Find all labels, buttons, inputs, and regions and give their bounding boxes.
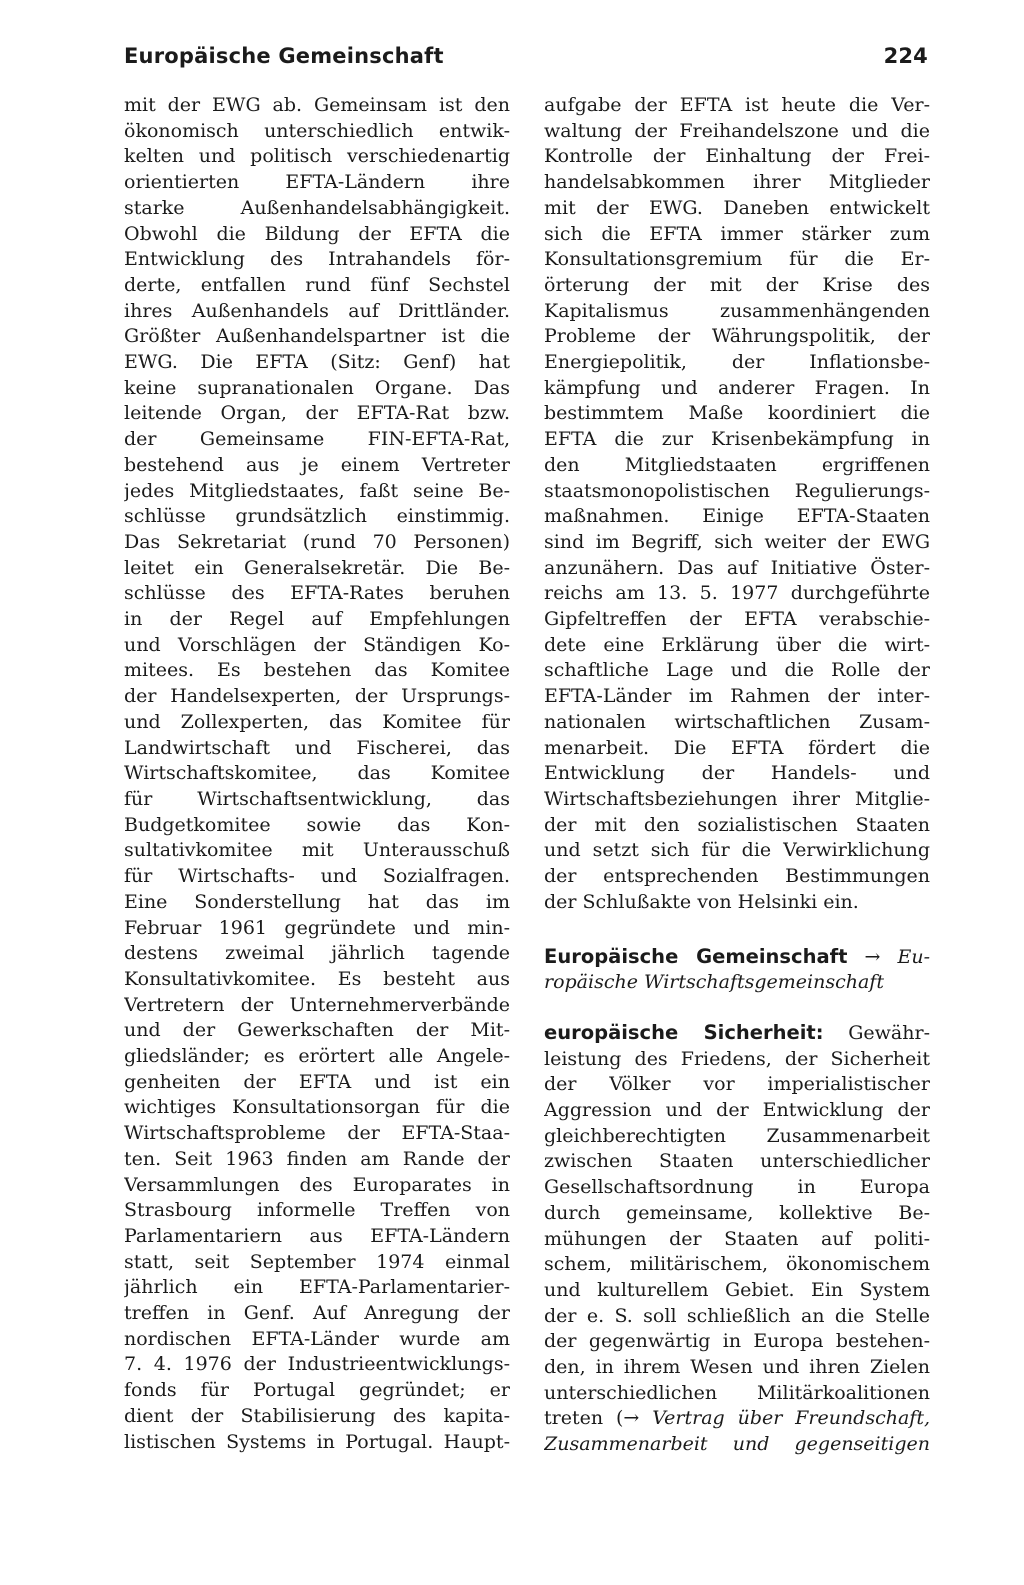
running-head-title: Europäische Gemeinschaft	[124, 44, 444, 68]
text-line: ihres Außenhandels auf Drittländer.	[124, 299, 510, 322]
text-line: der mit den sozialistischen Staaten	[544, 813, 930, 836]
text-line: Eine Sonderstellung hat das im	[124, 890, 510, 913]
text-line: Aggression und der Entwicklung der	[544, 1099, 930, 1122]
text-line: EFTA die zur Krisenbekämpfung in	[544, 428, 930, 451]
text-line: anzunähern. Das auf Initiative Öster-	[544, 556, 930, 579]
text-line: und kulturellem Gebiet. Ein System	[544, 1278, 930, 1301]
text-line: Budgetkomitee sowie das Kon-	[124, 813, 510, 836]
text-line: der Völker vor imperialistischer	[544, 1073, 930, 1096]
efta-entry-continuation	[544, 93, 930, 916]
text-line: zwischen Staaten unterschiedlicher	[544, 1150, 930, 1173]
cross-reference-link-continued[interactable]: Zusammenarbeit und gegenseitigen	[544, 1433, 930, 1456]
text-line: Das Sekretariat (rund 70 Personen)	[124, 530, 510, 553]
text-line: Entwicklung des Intrahandels för-	[124, 248, 510, 271]
text-line: fonds für Portugal gegründet; er	[124, 1379, 510, 1402]
text-line: kelten und politisch verschiedenartig	[124, 145, 510, 168]
text-line: und der Gewerkschaften der Mit-	[124, 1019, 510, 1042]
text-line: treffen in Genf. Auf Anregung der	[124, 1302, 510, 1325]
text-line: Konsultationsgremium für die Er-	[544, 248, 930, 271]
text-line: sind im Begriff, sich weiter der EWG	[544, 530, 930, 553]
text-line: maßnahmen. Einige EFTA-Staaten	[544, 505, 930, 528]
text-line: Gipfeltreffen der EFTA verabschie-	[544, 608, 930, 631]
text-line: Konsultativkomitee. Es besteht aus	[124, 967, 510, 990]
text-line: leitet ein Generalsekretär. Die Be-	[124, 556, 510, 579]
text-line: dient der Stabilisierung des kapita-	[124, 1404, 510, 1427]
text-line: dete eine Erklärung über die wirt-	[544, 633, 930, 656]
entry-europaeische-sicherheit	[544, 1020, 930, 1458]
text-line: leitende Organ, der EFTA-Rat bzw.	[124, 402, 510, 425]
headword-europaeische-sicherheit: europäische Sicherheit:	[544, 1020, 824, 1044]
text-line: statt, seit September 1974 einmal	[124, 1250, 510, 1273]
definition-text	[544, 1047, 930, 1407]
text-line: Entwicklung der Handels- und	[544, 762, 930, 785]
text-line: gleichberechtigten Zusammenarbeit	[544, 1124, 930, 1147]
text-line: schaftliche Lage und die Rolle der	[544, 659, 930, 682]
text-line: Gesellschaftsordnung in Europa	[544, 1176, 930, 1199]
text-line: schlüsse des EFTA-Rates beruhen	[124, 582, 510, 605]
text-line: und Vorschlägen der Ständigen Ko-	[124, 633, 510, 656]
text-line: nordischen EFTA-Länder wurde am	[124, 1327, 510, 1350]
text-line: staatsmonopolistischen Regulierungs-	[544, 479, 930, 502]
text-line: 7. 4. 1976 der Industrieentwicklungs-	[124, 1353, 510, 1376]
headword-europaeische-gemeinschaft: Europäische Gemeinschaft	[544, 944, 848, 968]
text-line: EFTA-Länder im Rahmen der inter-	[544, 685, 930, 708]
text-line: leistung des Friedens, der Sicherheit	[544, 1047, 930, 1070]
text-line: Probleme der Währungspolitik, der	[544, 325, 930, 348]
left-column	[124, 93, 510, 1455]
text-line: der e. S. soll schließlich an die Stelle	[544, 1304, 930, 1327]
text-line: Februar 1961 gegründete und min-	[124, 916, 510, 939]
text-line: keine supranationalen Organe. Das	[124, 376, 510, 399]
definition-first-word: Gewähr-	[848, 1021, 930, 1044]
text-line: Strasbourg informelle Treffen von	[124, 1199, 510, 1222]
text-line: bestehend aus je einem Vertreter	[124, 453, 510, 476]
text-line: mit der EWG ab. Gemeinsam ist den	[124, 94, 510, 116]
cross-reference-link[interactable]: Eu-	[897, 945, 930, 968]
text-line: Parlamentariern aus EFTA-Ländern	[124, 1224, 510, 1247]
text-line: Wirtschaftsprobleme der EFTA-Staa-	[124, 1122, 510, 1145]
text-line: kämpfung und anderer Fragen. In	[544, 376, 930, 399]
text-line: ten. Seit 1963 finden am Rande der	[124, 1147, 510, 1170]
text-line: durch gemeinsame, kollektive Be-	[544, 1201, 930, 1224]
cross-reference-arrow-icon: →	[864, 945, 881, 968]
text-line: Obwohl die Bildung der EFTA die	[124, 222, 510, 245]
text-line: wichtiges Konsultationsorgan für die	[124, 1096, 510, 1119]
text-line: den, in ihrem Wesen und ihren Zielen	[544, 1356, 930, 1379]
entry-europaeische-gemeinschaft	[544, 944, 930, 996]
text-line: sich die EFTA immer stärker zum	[544, 222, 930, 245]
text-line: für Wirtschaftsentwicklung, das	[124, 787, 510, 810]
text-line: derte, entfallen rund fünf Sechstel	[124, 273, 510, 296]
cross-reference-intro: treten (	[544, 1407, 624, 1430]
text-line: in der Regel auf Empfehlungen	[124, 608, 510, 631]
text-line: Energiepolitik, der Inflationsbe-	[544, 351, 930, 374]
text-line: Versammlungen des Europarates in	[124, 1173, 510, 1196]
text-line: gliedsländer; es erörtert alle Angele-	[124, 1045, 510, 1068]
page-number: 224	[883, 44, 928, 68]
text-line: waltung der Freihandelszone und die	[544, 119, 930, 142]
entry-spacer	[544, 996, 930, 1020]
text-line: aufgabe der EFTA ist heute die Ver-	[544, 94, 930, 116]
text-line: örterung der mit der Krise des	[544, 273, 930, 296]
text-line: Landwirtschaft und Fischerei, das	[124, 736, 510, 759]
text-line: Größter Außenhandelspartner ist die	[124, 325, 510, 348]
text-line: der Gemeinsame FIN-EFTA-Rat,	[124, 428, 510, 451]
text-line: mühungen der Staaten auf politi-	[544, 1227, 930, 1250]
text-line: und setzt sich für die Verwirklichung	[544, 839, 930, 862]
text-line: nationalen wirtschaftlichen Zusam-	[544, 710, 930, 733]
text-line: genheiten der EFTA und ist ein	[124, 1070, 510, 1093]
text-line: schlüsse grundsätzlich einstimmig.	[124, 505, 510, 528]
text-line: der Handelsexperten, der Ursprungs-	[124, 685, 510, 708]
text-line: ökonomisch unterschiedlich entwik-	[124, 119, 510, 142]
cross-reference-arrow-icon: →	[623, 1407, 640, 1430]
text-line: Vertretern der Unternehmerverbände	[124, 993, 510, 1016]
text-line: handelsabkommen ihrer Mitglieder	[544, 171, 930, 194]
text-line: Wirtschaftskomitee, das Komitee	[124, 762, 510, 785]
text-line: jedes Mitgliedstaates, faßt seine Be-	[124, 479, 510, 502]
text-line: sultativkomitee mit Unterausschuß	[124, 839, 510, 862]
text-line: Kontrolle der Einhaltung der Frei-	[544, 145, 930, 168]
right-column	[544, 93, 930, 1458]
text-line: menarbeit. Die EFTA fördert die	[544, 736, 930, 759]
text-line: reichs am 13. 5. 1977 durchgeführte	[544, 582, 930, 605]
text-line: EWG. Die EFTA (Sitz: Genf) hat	[124, 351, 510, 374]
text-line: Kapitalismus zusammenhängenden	[544, 299, 930, 322]
text-line: mitees. Es bestehen das Komitee	[124, 659, 510, 682]
text-line: schem, militärischem, ökonomischem	[544, 1253, 930, 1276]
text-line: Wirtschaftsbeziehungen ihrer Mitglie-	[544, 787, 930, 810]
text-line: destens zweimal jährlich tagende	[124, 942, 510, 965]
cross-reference-link-continued[interactable]: ropäische Wirtschaftsgemeinschaft	[544, 971, 884, 994]
text-line: listischen Systems in Portugal. Haupt-	[124, 1430, 510, 1453]
entry-spacer	[544, 916, 930, 944]
text-line: jährlich ein EFTA-Parlamentarier-	[124, 1276, 510, 1299]
text-line: der entsprechenden Bestimmungen	[544, 865, 930, 888]
cross-reference-link[interactable]: Vertrag über Freundschaft,	[652, 1407, 930, 1430]
text-line: den Mitgliedstaaten ergriffenen	[544, 453, 930, 476]
text-line: starke Außenhandelsabhängigkeit.	[124, 196, 510, 219]
text-line: der gegenwärtig in Europa bestehen-	[544, 1330, 930, 1353]
text-line: der Schlußakte von Helsinki ein.	[544, 890, 859, 913]
text-line: unterschiedlichen Militärkoalitionen	[544, 1381, 930, 1404]
text-line: und Zollexperten, das Komitee für	[124, 710, 510, 733]
text-line: mit der EWG. Daneben entwickelt	[544, 196, 930, 219]
text-line: bestimmtem Maße koordiniert die	[544, 402, 930, 425]
text-line: orientierten EFTA-Ländern ihre	[124, 171, 510, 194]
text-line: für Wirtschafts- und Sozialfragen.	[124, 865, 510, 888]
